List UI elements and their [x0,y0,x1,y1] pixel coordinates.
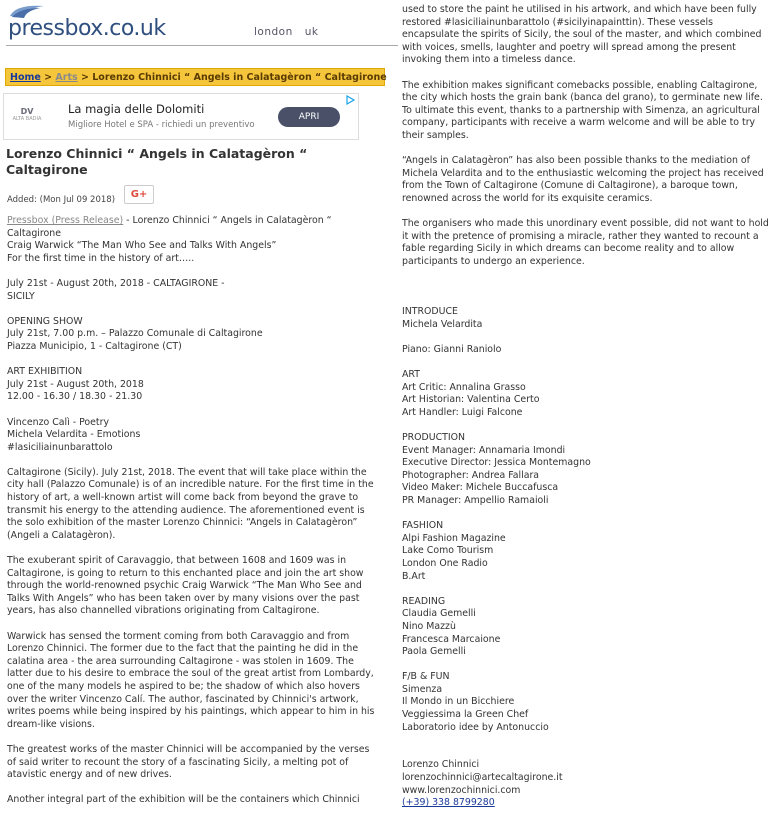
paragraph: The exhibition makes significant comebacks possible, enabling Caltagirone, the city which hosts the grain bank (banca del grano), to germinate new life. To ultimate this event, thanks to a partnership with Simenza, an agricultural company, participants with receive a warm welcome and will be able to try their samples. [402,79,763,141]
event-dates [7,278,377,303]
ad-title[interactable]: La magia delle Dolomiti [68,102,205,116]
press-release-source-link[interactable]: Pressbox (Press Release) [7,215,124,226]
ad-open-button[interactable]: APRI [278,107,340,127]
paragraph: The organisers who made this unordinary event possible, did not want to hold it with the pretence of promising a miracle, rather they wanted to recount a fable regarding Sicily in which dreams can become reality and to allow participants to undergo an experience. [402,218,769,267]
breadcrumb-home-link[interactable]: Home [10,72,41,83]
ad-logo-mark: DV [20,107,34,116]
exhibition-line: July 21st - August 20th, 2018 [7,378,144,390]
production-section [402,432,770,508]
section-heading: FASHION [402,520,444,532]
fashion-section [402,520,770,583]
section-line: Laboratorio idee by Antonuccio [402,721,549,733]
art-section [402,369,770,419]
section-heading: PRODUCTION [402,432,466,443]
reading-section [402,596,770,659]
section-line: Alpi Fashion Magazine [402,532,506,544]
paragraph: Caltagirone (Sicily). July 21st, 2018. The event that will take place within the city hall (Palazzo Comunale) is of an incredible nature. For the first time in the history of art, a well-known artist will come back from beyond the grave to transmit his energy to the attending audience. The aforementioned event is the solo exhibition of the master Lorenzo Chinnici: “Angels in Calatagèron” (Angeli a Calatagèron). [7,466,374,541]
contact-phone-link[interactable]: (+39) 338 8799280 [402,797,495,809]
paragraph: used to store the paint he utilised in his artwork, and which have been fully restored #lasiciliainunbarattolo (#sicilyinapainttin). These vessels encapsulate the spirits of Sicily, the soul of the master, and which combined with voices, smells, laughter and poetry will spread among the present invoking them into a timeless dance. [402,4,762,66]
section-line: Claudia Gemelli [402,608,476,620]
site-header [6,2,398,46]
advertisement-banner[interactable] [3,93,359,140]
breadcrumb-separator: > [44,72,53,83]
ad-choices-icon[interactable] [345,95,356,105]
section-line: Photographer: Andrea Fallara [402,469,540,481]
paragraph: Another integral part of the exhibition will be the containers which Chinnici [7,794,360,806]
credits [7,417,377,455]
date-line: SICILY [7,290,35,302]
section-line: Lake Como Tourism [402,545,494,557]
intro-line: Caltagirone [7,227,61,239]
google-plus-share-button[interactable]: G+ [124,185,154,204]
article-body-left [7,215,377,820]
section-line: Veggiessima la Green Chef [402,709,529,721]
section-line: Event Manager: Annamaria Imondi [402,444,566,456]
introduce-section [402,306,770,331]
contact-website: www.lorenzochinnici.com [402,784,521,796]
exhibition-line: 12.00 - 16.30 / 18.30 - 21.30 [7,391,143,403]
breadcrumb-arts-link[interactable]: Arts [55,72,78,83]
section-heading: READING [402,595,446,607]
section-line: Il Mondo in un Bicchiere [402,696,515,708]
section-line: Nino Mazzù [402,620,456,632]
section-line: Art Historian: Valentina Certo [402,394,540,406]
section-heading: F/B & FUN [402,671,450,683]
article-body-right [402,4,770,822]
site-location [254,26,331,38]
opening-line: Piazza Municipio, 1 - Caltagirone (CT) [7,340,182,352]
breadcrumb-current: Lorenzo Chinnici “ Angels in Calatagèron “ Caltagirone [92,72,387,83]
piano-credit: Piano: Gianni Raniolo [402,343,502,355]
fb-fun-section [402,671,770,734]
ad-logo [12,103,42,133]
header-divider [6,45,398,46]
spacer [402,747,770,760]
credit-line: Michela Velardita - Emotions [7,429,141,441]
article-added-date: Added: (Mon Jul 09 2018) [7,195,116,205]
section-line: Art Critic: Annalina Grasso [402,381,526,393]
section-line: London One Radio [402,557,488,569]
opening-heading: OPENING SHOW [7,315,83,327]
opening-line: July 21st, 7.00 p.m. – Palazzo Comunale di Caltagirone [7,328,263,340]
breadcrumb [5,68,385,86]
section-line: Executive Director: Jessica Montemagno [402,457,591,469]
paragraph: “Angels in Calatagèron” has also been possible thanks to the mediation of Michela Velardita and to the enthusiastic welcoming the project has received from the Town of Caltagirone (Comune di Caltagirone), a baroque town, renowned across the world for its exquisite ceramics. [402,155,764,204]
credit-line: Vincenzo Calì - Poetry [7,416,109,428]
section-heading: INTRODUCE [402,306,458,318]
section-line: Paola Gemelli [402,646,466,658]
section-line: Francesca Marcaione [402,633,501,645]
exhibition-heading: ART EXHIBITION [7,366,83,378]
art-exhibition [7,366,377,404]
contact-name: Lorenzo Chinnici [402,759,480,771]
paragraph: The exuberant spirit of Caravaggio, that between 1608 and 1609 was in Caltagirone, is going to return to this enchanted place and join the art show through the world-renowned psychic Craig Warwick “The Man Who See and Talks With Angels” who has been taken over by many visions over the past years, has also channelled vibrations originating from Caltagirone. [7,555,364,617]
location-city: london [254,26,293,38]
spacer [402,281,770,306]
site-logo[interactable]: pressbox.co.uk [8,16,166,41]
paragraph: Warwick has sensed the torment coming from both Caravaggio and from Lorenzo Chinnici. The former due to the fact that the painting he did in the calatina area - the area surrounding Caltagirone - was stolen in 1609. The latter due to his desire to embrace the soul of the great artist from Lombardy, one of the many models he aspired to be; the shadow of which also hovers over the writer Vincenzo Calí. The author, fascinated by Chinnici's artwork, writes poems while being inspired by his paintings, which appear to him in his dream-like visions. [7,630,375,730]
ad-subtitle: Migliore Hotel e SPA - richiedi un preventivo [68,120,255,130]
location-country: uk [304,26,319,38]
article-title: Lorenzo Chinnici “ Angels in Calatagèron “ Caltagirone [6,146,308,177]
article-intro [7,215,377,265]
contact-block [402,759,770,809]
opening-show [7,316,377,354]
ad-logo-sub: ALTA BADIA [12,116,42,122]
section-line: PR Manager: Ampellio Ramaioli [402,494,549,506]
breadcrumb-separator: > [80,72,89,83]
section-line: Video Maker: Michele Buccafusca [402,482,559,494]
credit-line: #lasiciliainunbarattolo [7,441,113,453]
section-line: B.Art [402,570,426,582]
contact-email: lorenzochinnici@artecaltagirone.it [402,772,563,784]
intro-line: Craig Warwick “The Man Who See and Talks With Angels” [7,240,277,252]
intro-line: For the first time in the history of art….. [7,252,195,264]
section-line: Michela Velardita [402,318,483,330]
paragraph: The greatest works of the master Chinnici will be accompanied by the verses of said writer to recount the story of a fascinating Sicily, a melting pot of atavistic energy and of new drives. [7,743,370,781]
date-line: July 21st - August 20th, 2018 - CALTAGIRONE - [7,277,225,289]
intro-rest: - Lorenzo Chinnici “ Angels in Calatagèron “ [123,215,332,226]
section-line: Art Handler: Luigi Falcone [402,406,523,418]
section-heading: ART [402,369,420,381]
section-line: Simenza [402,683,443,695]
